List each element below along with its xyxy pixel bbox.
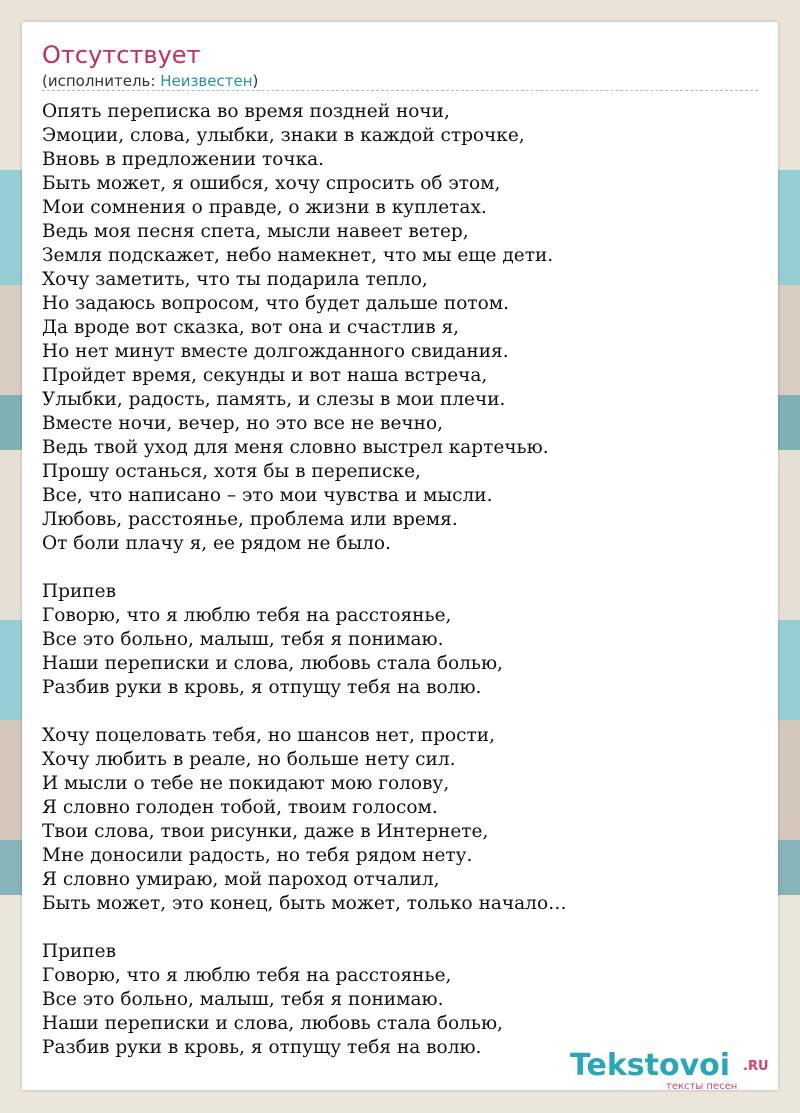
performer-prefix: (исполнитель: xyxy=(42,72,161,90)
lyric-line: Эмоции, слова, улыбки, знаки в каждой строчке, xyxy=(42,125,525,146)
lyric-line: Говорю, что я люблю тебя на расстоянье, xyxy=(42,605,452,626)
lyric-line: Я словно умираю, мой пароход отчалил, xyxy=(42,869,440,890)
lyrics-text xyxy=(42,100,758,1060)
lyrics-card xyxy=(22,22,778,1090)
lyric-line: Наши переписки и слова, любовь стала болью, xyxy=(42,1013,503,1034)
performer-line xyxy=(42,71,258,91)
lyric-line: Быть может, это конец, быть может, только начало… xyxy=(42,893,567,914)
lyric-line: Припев xyxy=(42,581,116,602)
lyric-line: Все, что написано – это мои чувства и мысли. xyxy=(42,485,493,506)
lyric-line: Хочу заметить, что ты подарила тепло, xyxy=(42,269,428,290)
lyric-line: Ведь твой уход для меня словно выстрел картечью. xyxy=(42,437,549,458)
lyric-line: Но задаюсь вопросом, что будет дальше потом. xyxy=(42,293,509,314)
lyric-line: Я словно голоден тобой, твоим голосом. xyxy=(42,797,438,818)
lyric-line: Быть может, я ошибся, хочу спросить об этом, xyxy=(42,173,501,194)
lyric-line: Любовь, расстоянье, проблема или время. xyxy=(42,509,458,530)
lyric-line: Наши переписки и слова, любовь стала болью, xyxy=(42,653,503,674)
lyric-line: Вместе ночи, вечер, но это все не вечно, xyxy=(42,413,443,434)
stanza-break xyxy=(42,556,758,580)
lyric-line: Разбив руки в кровь, я отпущу тебя на волю. xyxy=(42,677,482,698)
lyric-line: Ведь моя песня спета, мысли навеет ветер, xyxy=(42,221,469,242)
site-logo[interactable] xyxy=(570,1050,780,1090)
lyric-line: От боли плачу я, ее рядом не было. xyxy=(42,533,391,554)
lyric-line: Мне доносили радость, но тебя рядом нету. xyxy=(42,845,473,866)
performer-link[interactable]: Неизвестен xyxy=(160,72,253,90)
lyric-line: Все это больно, малыш, тебя я понимаю. xyxy=(42,989,444,1010)
lyric-line: Припев xyxy=(42,941,116,962)
lyric-line: И мысли о тебе не покидают мою голову, xyxy=(42,773,450,794)
lyric-line: Пройдет время, секунды и вот наша встреча, xyxy=(42,365,488,386)
lyric-line: Все это больно, малыш, тебя я понимаю. xyxy=(42,629,444,650)
lyric-line: Вновь в предложении точка. xyxy=(42,149,325,170)
logo-domain: .RU xyxy=(743,1059,769,1074)
title-divider xyxy=(42,90,758,91)
lyric-line: Твои слова, твои рисунки, даже в Интернете, xyxy=(42,821,489,842)
lyric-line: Но нет минут вместе долгожданного свидания. xyxy=(42,341,509,362)
stanza-break xyxy=(42,916,758,940)
lyric-line: Разбив руки в кровь, я отпущу тебя на волю. xyxy=(42,1037,482,1058)
lyric-line: Да вроде вот сказка, вот она и счастлив я, xyxy=(42,317,460,338)
lyric-line: Земля подскажет, небо намекнет, что мы еще дети. xyxy=(42,245,554,266)
logo-wordmark: Tekstovoi xyxy=(570,1048,731,1083)
lyric-line: Улыбки, радость, память, и слезы в мои плечи. xyxy=(42,389,506,410)
lyric-line: Говорю, что я люблю тебя на расстоянье, xyxy=(42,965,452,986)
logo-tagline: тексты песен xyxy=(666,1081,738,1092)
lyric-line: Опять переписка во время поздней ночи, xyxy=(42,101,450,122)
stanza-break xyxy=(42,700,758,724)
performer-suffix: ) xyxy=(252,72,259,90)
lyric-line: Хочу любить в реале, но больше нету сил. xyxy=(42,749,456,770)
lyric-line: Хочу поцеловать тебя, но шансов нет, прости, xyxy=(42,725,495,746)
lyric-line: Мои сомнения о правде, о жизни в куплетах. xyxy=(42,197,487,218)
lyric-line: Прошу останься, хотя бы в переписке, xyxy=(42,461,421,482)
song-title: Отсутствует xyxy=(42,41,201,69)
